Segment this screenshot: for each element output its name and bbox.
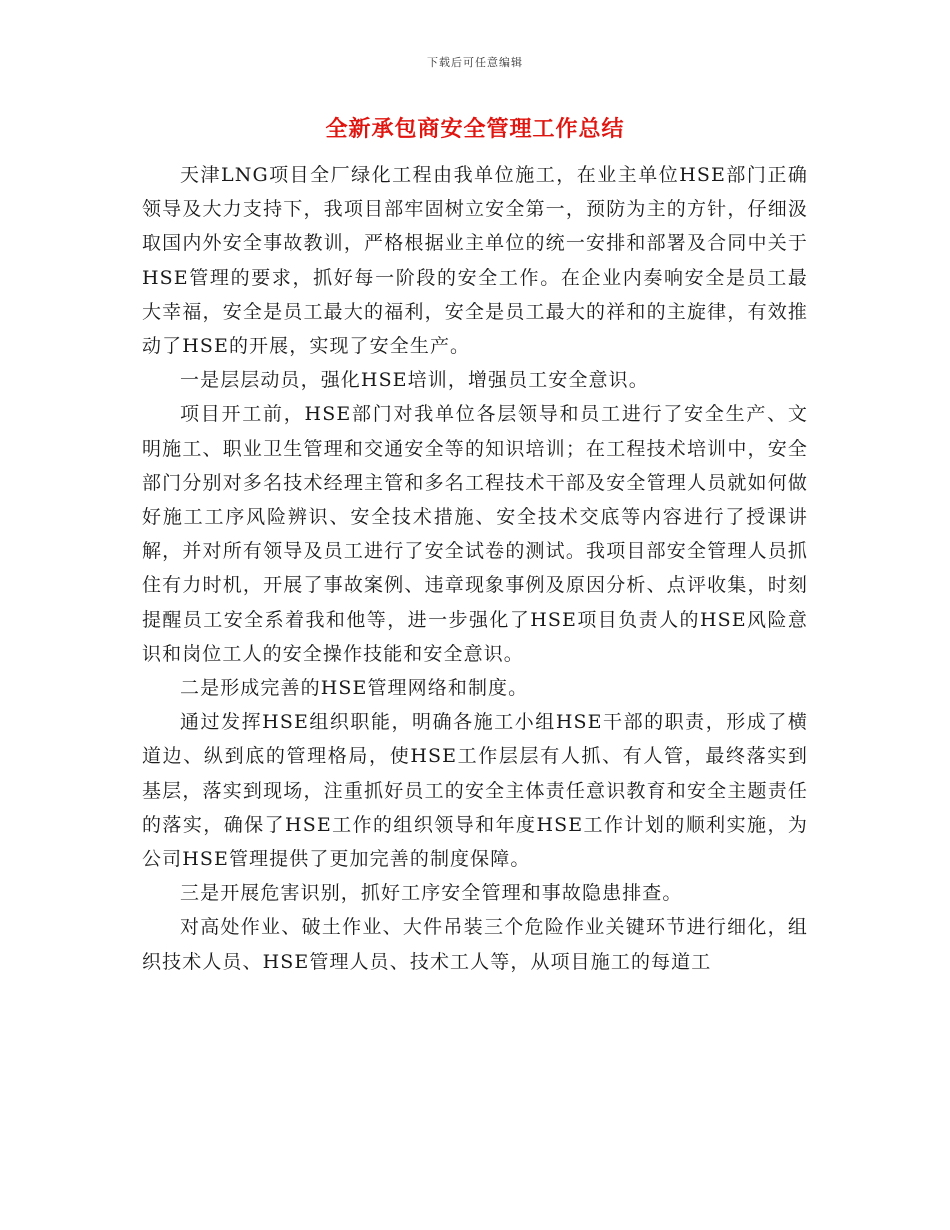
paragraph-network: 通过发挥HSE组织职能，明确各施工小组HSE干部的职责，形成了横道边、纵到底的管理格局，使HSE工作层层有人抓、有人管，最终落实到基层，落实到现场，注重抓好员工的安全主体责任意识教育和安全主题责任的落实，确保了HSE工作的组织领导和年度HSE工作计划的顺利实施，为公司HSE管理提供了更加完善的制度保障。 [142,711,808,871]
paragraph-heading-2: 二是形成完善的HSE管理网络和制度。 [180,677,529,700]
paragraph-intro: 天津LNG项目全厂绿化工程由我单位施工，在业主单位HSE部门正确领导及大力支持下，我项目部牢固树立安全第一，预防为主的方针，仔细汲取国内外安全事故教训，严格根据业主单位的统一安排和部署及合同中关于HSE管理的要求，抓好每一阶段的安全工作。在企业内奏响安全是员工最大幸福，安全是员工最大的福利，安全是员工最大的祥和的主旋律，有效推动了HSE的开展，实现了安全生产。 [142,164,808,358]
paragraph-heading-1: 一是层层动员，强化HSE培训，增强员工安全意识。 [180,369,649,392]
document-body [142,158,808,979]
paragraph-training: 项目开工前，HSE部门对我单位各层领导和员工进行了安全生产、文明施工、职业卫生管理和交通安全等的知识培训；在工程技术培训中，安全部门分别对多名技术经理主管和多名工程技术干部及安全管理人员就如何做好施工工序风险辨识、安全技术措施、安全技术交底等内容进行了授课讲解，并对所有领导及员工进行了安全试卷的测试。我项目部安全管理人员抓住有力时机，开展了事故案例、违章现象事例及原因分析、点评收集，时刻提醒员工安全系着我和他等，进一步强化了HSE项目负责人的HSE风险意识和岗位工人的安全操作技能和安全意识。 [142,403,808,665]
paragraph-heading-3: 三是开展危害识别，抓好工序安全管理和事故隐患排查。 [180,882,683,905]
header-note: 下载后可任意编辑 [427,56,523,69]
document-title: 全新承包商安全管理工作总结 [325,116,625,142]
paragraph-hazard: 对高处作业、破土作业、大件吊装三个危险作业关键环节进行细化，组织技术人员、HSE管理人员、技术工人等，从项目施工的每道工 [142,916,808,973]
